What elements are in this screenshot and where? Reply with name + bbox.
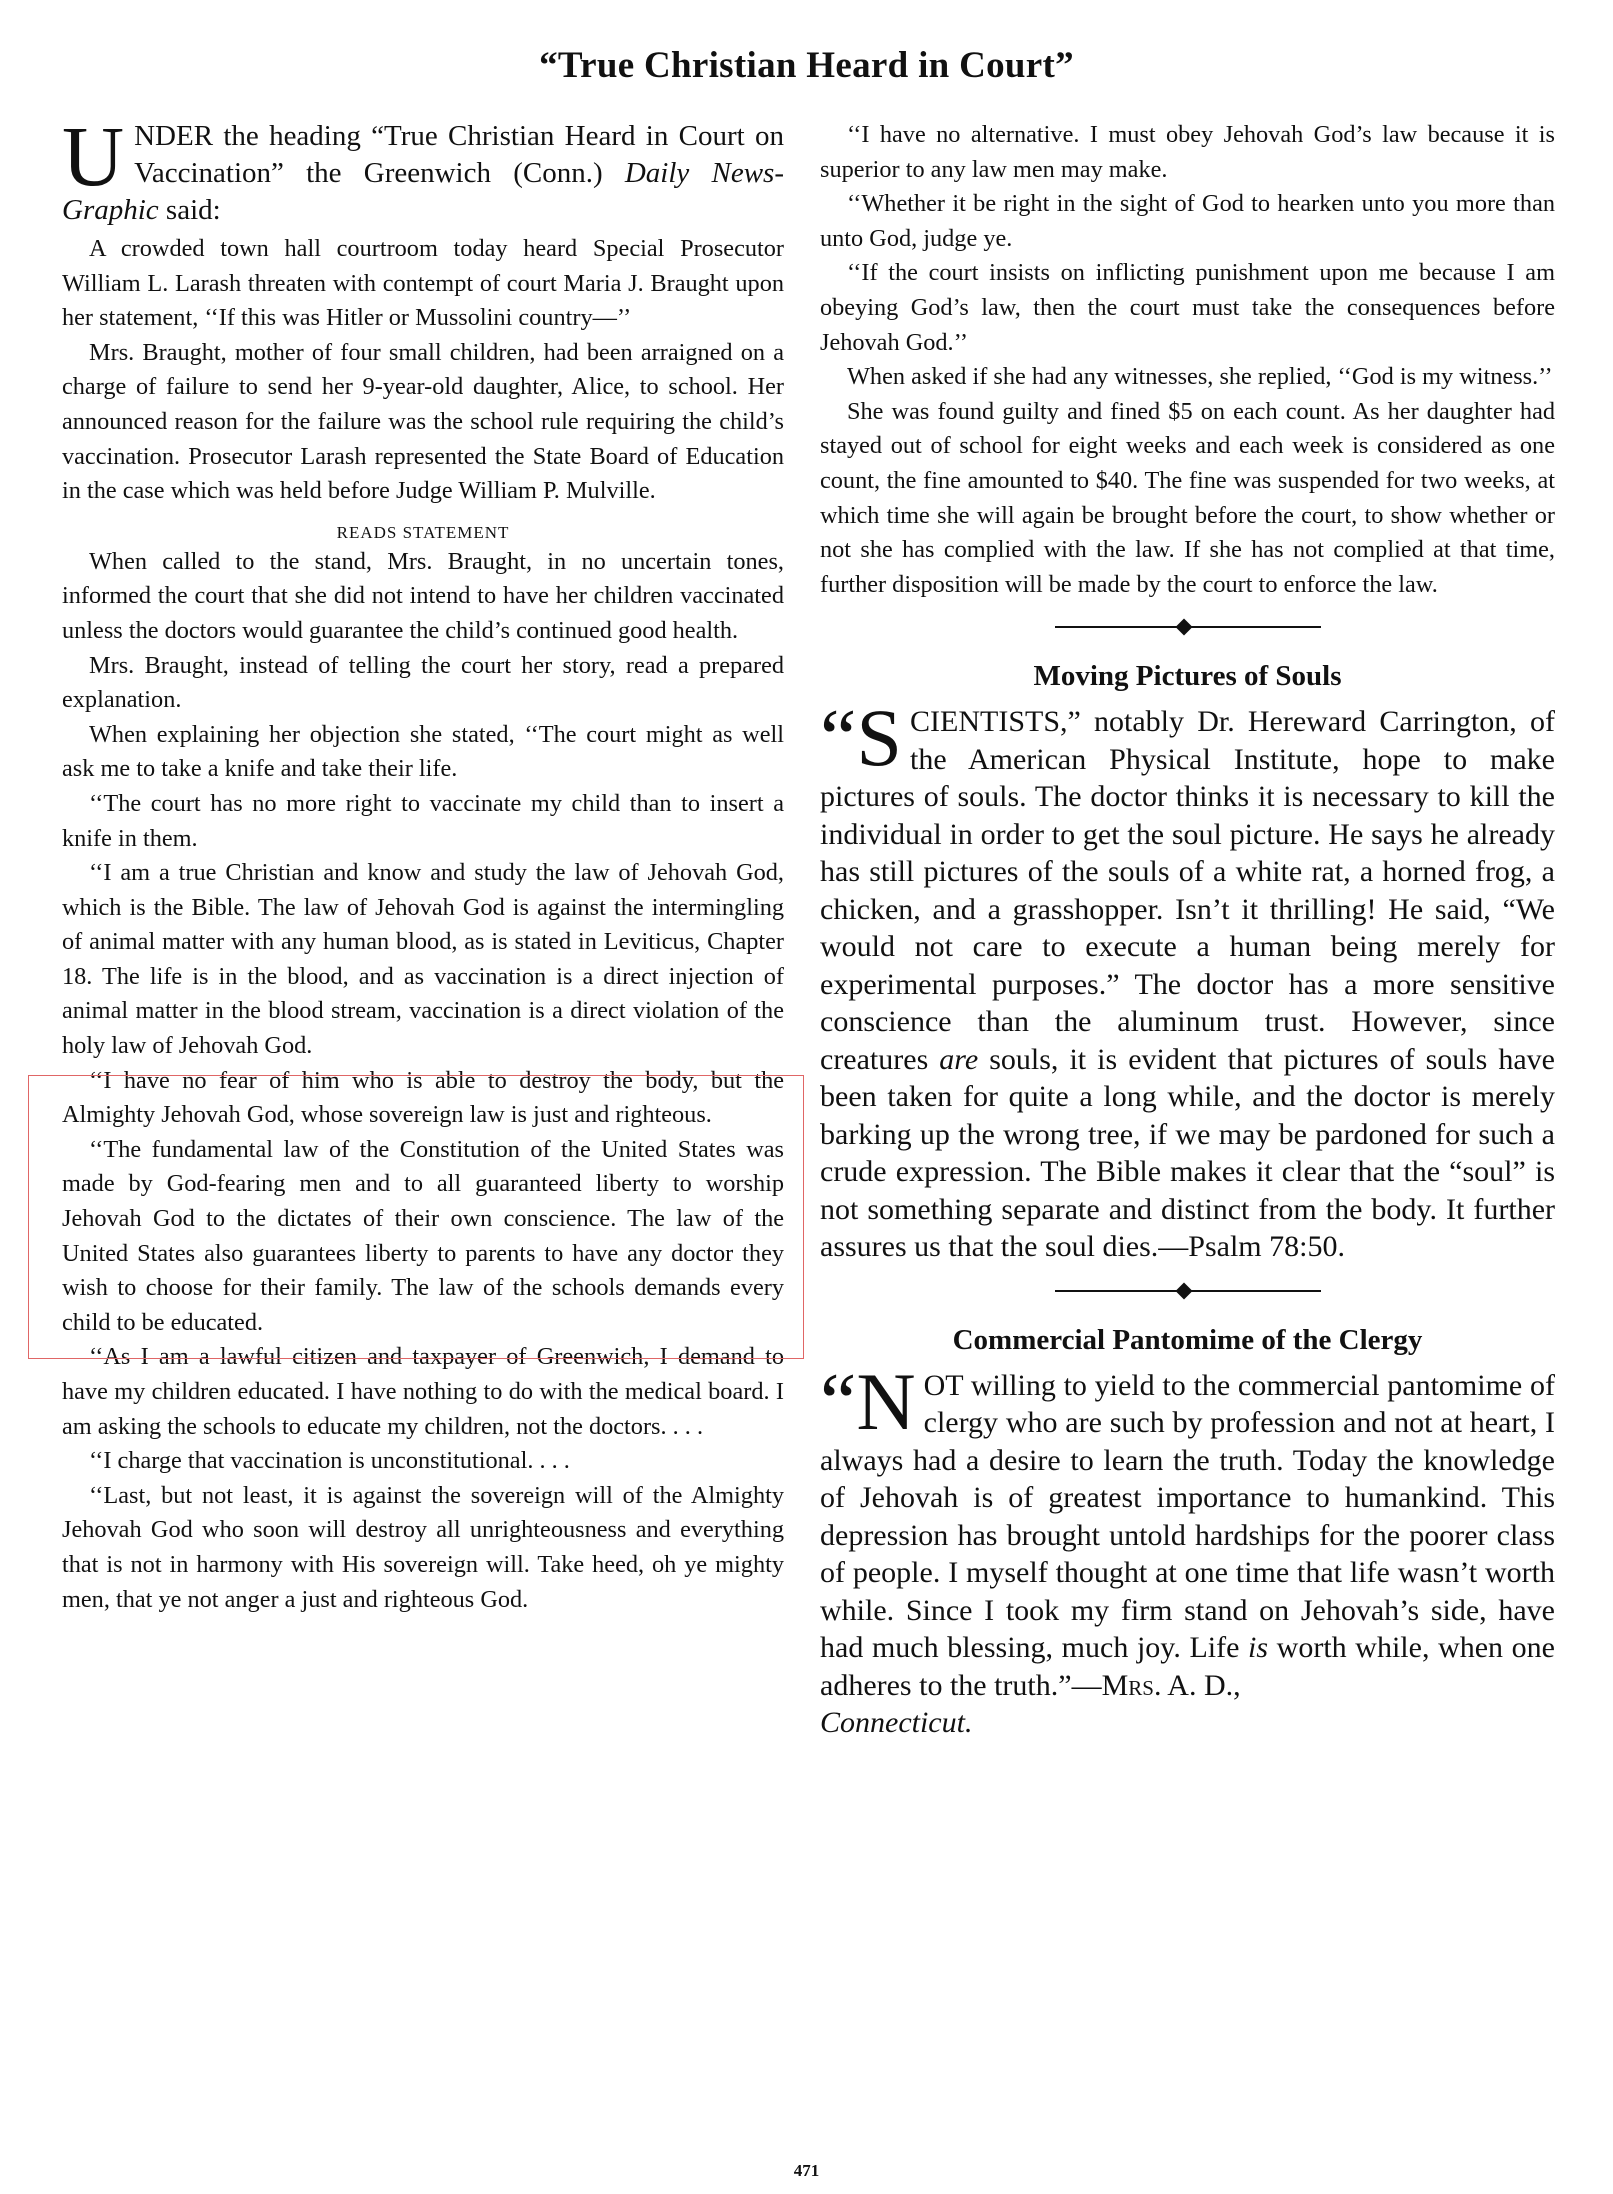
paragraph: Mrs. Braught, mother of four small children, had been arraigned on a charge of failure to send her 9-year-old daughter, Alice, to school. Her announced reason for the failure was the school rule requiring the child’s vaccination. Prosecutor Larash represented the State Board of Education in the case which was held before Judge William P. Mulville. xyxy=(62,338,784,505)
clergy-text-1: OT willing to yield to the commercial pantomime of clergy who are such by profession and not at heart, I always had a desire to learn the truth. Today the knowledge of Jehovah is of greatest importance to humankind. This depression has brought untold hardships for the poorer class of people. I myself thought at one time that life wasn’t worth while. Since I took my firm stand on Jehovah’s side, have had much blessing, much joy. Life xyxy=(820,1368,1555,1665)
newspaper-name: Daily News-Graphic xyxy=(62,157,785,226)
paragraph: ‘‘I charge that vaccination is unconstitutional. . . . xyxy=(89,1447,570,1475)
drop-cap xyxy=(820,1355,916,1447)
paragraph: ‘‘Last, but not least, it is against the sovereign will of the Almighty Jehovah God who soon will destroy all unrighteousness and everything that is not in harmony with His sovereign will. Take heed, oh ye mighty men, that ye not anger a just and righteous God. xyxy=(62,1481,784,1613)
divider-ornament xyxy=(1055,616,1321,638)
page-title: “True Christian Heard in Court” xyxy=(539,45,1074,86)
section-title-clergy: Commercial Pantomime of the Clergy xyxy=(952,1323,1423,1356)
right-column xyxy=(820,118,1555,1742)
highlight-box xyxy=(28,1075,804,1359)
paragraph: ‘‘I have no fear of him who is able to destroy the body, but the Almighty Jehovah God, whose sovereign law is just and righteous. xyxy=(62,1066,784,1129)
souls-italic: are xyxy=(939,1042,979,1076)
divider-ornament xyxy=(1055,1280,1321,1302)
paragraph: Mrs. Braught, instead of telling the court her story, read a prepared explanation. xyxy=(62,651,784,714)
signature: Mrs. A. D., xyxy=(1101,1668,1241,1702)
location: Connecticut. xyxy=(820,1706,973,1740)
paragraph: ‘‘The court has no more right to vaccinate my child than to insert a knife in them. xyxy=(62,789,784,852)
page-number: 471 xyxy=(793,2161,820,2180)
open-quote: “ xyxy=(820,692,857,784)
paragraph: When called to the stand, Mrs. Braught, in no uncertain tones, informed the court that she did not intend to have her children vaccinated unless the doctors would guarantee the child’s continued good health. xyxy=(62,547,784,644)
drop-cap: U xyxy=(62,108,125,204)
souls-text-1: CIENTISTS,” notably Dr. Hereward Carrington, of the American Physical Institute, hope to make pictures of souls. The doctor thinks it is necessary to kill the individual in order to get the soul picture. He says he already has still pictures of the souls of a white rat, a horned frog, a chicken, and a grasshopper. Isn’t it thrilling! He said, “We would not care to execute a human being merely for experimental purposes.” The doctor has a more sensitive conscience than the aluminum trust. However, since creatures xyxy=(820,705,1555,1076)
paragraph: ‘‘I have no alternative. I must obey Jehovah God’s law because it is superior to any law men may make. xyxy=(820,121,1555,183)
paragraph: ‘‘As I am a lawful citizen and taxpayer of Greenwich, I demand to have my children educated. I have nothing to do with the medical board. I am asking the schools to educate my children, not the doctors. . . . xyxy=(62,1343,784,1440)
intro-text-1: NDER the heading “True Christian Heard in Court on Vaccination” the Greenwich (Conn.) xyxy=(134,120,784,189)
drop-cap-letter: N xyxy=(856,1355,916,1447)
drop-cap-letter: S xyxy=(856,692,903,784)
paragraph: When asked if she had any witnesses, she replied, ‘‘God is my witness.’’ xyxy=(847,363,1553,391)
clergy-italic: is xyxy=(1248,1631,1269,1665)
left-column xyxy=(62,108,785,1617)
diamond-icon xyxy=(1175,1282,1192,1299)
paragraph: She was found guilty and fined $5 on each count. As her daughter had stayed out of school for eight weeks and each week is considered as one count, the fine amounted to $40. The fine was suspended for two weeks, at which time she will again be brought before the court, to show whether or not she has complied with the law. If she has not complied at that time, further disposition will be made by the court to enforce the law. xyxy=(820,397,1555,598)
open-quote: “ xyxy=(820,1355,857,1447)
paragraph: ‘‘I am a true Christian and know and study the law of Jehovah God, which is the Bible. The law of Jehovah God is against the intermingling of animal matter with any human blood, as is stated in Leviticus, Chapter 18. The life is in the blood, and as vaccination is a direct injection of animal matter in the blood stream, vaccination is a direct violation of the holy law of Jehovah God. xyxy=(62,859,784,1060)
paragraph: ‘‘If the court insists on inflicting punishment upon me because I am obeying God’s law, then the court must take the consequences before Jehovah God.’’ xyxy=(820,259,1555,356)
paragraph: ‘‘The fundamental law of the Constitution of the United States was made by God-fearing men and to all guaranteed liberty to worship Jehovah God to the dictates of their own conscience. The law of the United States also guarantees liberty to parents to have any doctor they wish to choose for their family. The law of the schools demands every child to be educated. xyxy=(62,1135,784,1336)
clergy-article xyxy=(820,1355,1555,1742)
souls-text-2: souls, it is evident that pictures of souls have been taken for quite a long while, and the doctor is merely barking up the wrong tree, if we may be pardoned for such a crude expression. The Bible makes it clear that the “soul” is not something separate and distinct from the body. It further assures us that the soul dies.—Psalm 78:50. xyxy=(820,1042,1555,1264)
intro-paragraph xyxy=(62,108,785,229)
diamond-icon xyxy=(1175,619,1192,636)
intro-text-2: said: xyxy=(158,194,221,226)
clergy-text-2: worth while, when one adheres to the truth.”— xyxy=(820,1631,1555,1702)
paragraph: A crowded town hall courtroom today heard Special Prosecutor William L. Larash threaten with contempt of court Maria J. Braught upon her statement, ‘‘If this was Hitler or Mussolini country—’’ xyxy=(62,235,784,332)
souls-article xyxy=(820,692,1555,1266)
section-title-souls: Moving Pictures of Souls xyxy=(1033,660,1342,693)
subheading: READS STATEMENT xyxy=(336,522,510,542)
paragraph: When explaining her objection she stated, ‘‘The court might as well ask me to take a knife and take their life. xyxy=(62,720,784,783)
paragraph: ‘‘Whether it be right in the sight of God to hearken unto you more than unto God, judge ye. xyxy=(820,190,1555,252)
drop-cap xyxy=(820,692,903,784)
